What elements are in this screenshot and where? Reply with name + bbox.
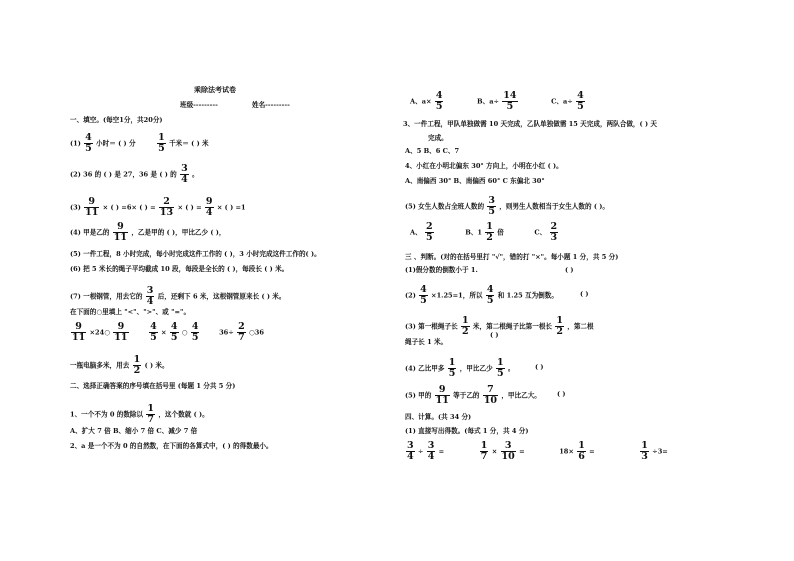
q2-text-1: (2) 36 的 ( ) 是 27，36 是 ( ) 的 — [70, 170, 177, 179]
q8-pre-3: 36÷ — [219, 328, 234, 337]
choice-2: 2、a 是一个不为 0 的自然数，在下面的各算式中，( ) 的得数最小。 — [70, 442, 273, 450]
fraction: $\frac{3}{4}$ — [407, 440, 414, 462]
q3-label: (3) — [70, 203, 81, 212]
section-3-heading: 三 、判断。(对的在括号里打 "√"，错的打 "×"。每小题 1 分，共 5 分) — [405, 253, 619, 261]
opt-c-pre: C、a÷ — [551, 97, 573, 106]
q9-text-1: 一瓶电脑多米，用去 — [70, 361, 130, 370]
fraction: $\frac{9}{11}$ — [72, 321, 86, 343]
fraction: $\frac{3}{10}$ — [501, 440, 515, 462]
c5-text-1: (5) 女生人数占全班人数的 — [405, 202, 485, 211]
q3-text-2: × ( ) = — [177, 203, 202, 212]
opt-b-pre: B、a÷ — [477, 97, 499, 106]
q1-label: (1) — [70, 139, 81, 148]
fraction: $\frac{3}{4}$ — [427, 440, 435, 462]
fraction: $\frac{9}{11}$ — [435, 384, 449, 406]
j3-answer-box[interactable]: ( ) — [490, 331, 499, 339]
fraction: $\frac{1}{5}$ — [448, 357, 456, 379]
j2-text-1: ×1.25=1，所以 — [431, 291, 483, 300]
c5-opt-a: A、 — [410, 228, 422, 237]
question-4 — [70, 222, 226, 243]
j4-text-3: 。 — [507, 364, 515, 373]
j3-text-2: 米，第二根绳子比第一根长 — [472, 322, 553, 331]
fraction: $\frac{4}{5}$ — [420, 284, 427, 306]
question-9 — [70, 355, 169, 376]
choice-4-options: A、南偏西 30° B、南偏西 60° C 东偏北 30° — [405, 177, 545, 185]
fraction: $\frac{1}{2}$ — [461, 315, 469, 337]
calc-c-eq: = — [589, 447, 595, 456]
fraction: $\frac{7}{10}$ — [483, 384, 498, 406]
q3-text-3: × ( ) =1 — [216, 203, 246, 212]
q8-compare-3: ○36 — [249, 328, 264, 337]
fraction: $\frac{1}{2}$ — [133, 354, 141, 376]
c1-text-2: ，这个数就 ( )。 — [158, 410, 209, 419]
q2-text-2: 。 — [191, 170, 199, 179]
calc-items — [405, 441, 668, 462]
fraction: $\frac{9}{11}$ — [114, 321, 128, 343]
choice-3-line2: 完成。 — [428, 134, 448, 142]
fraction: $\frac{2}{3}$ — [550, 221, 558, 243]
fraction: $\frac{1}{2}$ — [556, 315, 563, 337]
choice-4: 4、小红在小明北偏东 30° 方向上，小明在小红 ( )。 — [405, 162, 563, 170]
choice-1-options: A、扩大 7 倍 B、缩小 7 倍 C、减少 7 倍 — [70, 427, 198, 435]
c5-opt-b-post: 倍 — [497, 228, 504, 237]
question-1 — [70, 133, 209, 154]
q9-text-2: ( ) 米。 — [144, 361, 169, 370]
question-3 — [70, 197, 246, 218]
fraction: $\frac{4}{5}$ — [435, 90, 443, 112]
calc-a-eq: = — [438, 447, 445, 456]
fraction: $\frac{3}{4}$ — [181, 163, 188, 185]
q7-text-2: 后，还剩下 6 米，这根钢管原来长 ( ) 米。 — [157, 292, 286, 301]
fraction: $\frac{3}{4}$ — [146, 285, 154, 307]
fraction: $\frac{14}{5}$ — [503, 90, 517, 112]
fraction: $\frac{1}{3}$ — [641, 440, 648, 462]
choice-3-options: A、5 B、6 C、7 — [405, 147, 460, 155]
q8-compare-2: ○ — [181, 328, 188, 337]
fraction: $\frac{4}{5}$ — [486, 284, 494, 306]
q8-op: × — [161, 328, 167, 337]
choice-5-options — [410, 222, 559, 243]
fraction: $\frac{1}{2}$ — [486, 221, 493, 243]
section-1-heading: 一、填空。(每空1分，共20分) — [70, 116, 163, 124]
choice-3-line1: 3、一件工程，甲队单独做需 10 天完成，乙队单独做需 15 天完成，两队合做，( ) 天 — [403, 120, 657, 128]
fraction: $\frac{4}{5}$ — [150, 321, 157, 343]
fraction: $\frac{9}{11}$ — [113, 221, 128, 243]
j3-text-3: ，第二根 — [567, 322, 594, 331]
c5-opt-b: B、1 — [465, 228, 482, 237]
fraction: $\frac{1}{7}$ — [147, 403, 155, 425]
calc-intro: (1) 直接写出得数。(每式 1 分，共 4 分) — [405, 427, 529, 435]
fraction: $\frac{2}{7}$ — [238, 321, 245, 343]
judge-5 — [405, 384, 566, 406]
question-6: (6) 把 5 米长的绳子平均截成 10 段，每段是全长的 ( )，每段长 ( ) 米。 — [70, 265, 289, 273]
calc-c-pre: 18× — [559, 447, 574, 456]
question-7 — [70, 286, 286, 307]
j4-text-1: (4) 乙比甲多 — [405, 364, 445, 373]
q3-text-1: × ( ) =6× ( ) = — [102, 203, 156, 212]
judge-4 — [405, 357, 544, 379]
j3-text-1: (3) 第一根绳子长 — [405, 322, 458, 331]
fraction: $\frac{1}{5}$ — [158, 132, 165, 154]
name-label: 姓名--------- — [252, 101, 290, 109]
j5-answer-box[interactable]: ( ) — [557, 390, 566, 398]
class-label: 班级--------- — [180, 101, 218, 109]
section-4-heading: 四、计算。(共 34 分) — [405, 413, 472, 421]
judge-1 — [405, 266, 574, 274]
judge-3 — [405, 316, 594, 337]
fraction: $\frac{4}{5}$ — [191, 321, 199, 343]
fraction: $\frac{2}{5}$ — [426, 221, 433, 243]
q1-text-2: 千米＝ ( ) 米 — [169, 139, 209, 148]
j2-answer-box[interactable]: ( ) — [580, 290, 589, 298]
fraction: $\frac{4}{5}$ — [577, 90, 584, 112]
q4-text-2: ，乙是甲的 ( )，甲比乙少 ( )， — [131, 228, 226, 237]
opt-a-pre: A、a× — [410, 97, 432, 106]
j5-text-2: 等于乙的 — [453, 391, 480, 400]
calc-b-op: × — [491, 447, 498, 456]
judge-2 — [405, 284, 589, 306]
fraction: $\frac{4}{5}$ — [85, 132, 92, 154]
j5-text-3: ，甲比乙大。 — [501, 391, 541, 400]
q1-text-1: 小时＝ ( ) 分 — [96, 139, 136, 148]
calc-d-post: ÷3= — [652, 447, 668, 456]
fraction: $\frac{9}{4}$ — [205, 196, 213, 218]
q7-text-1: (7) 一根钢管，用去它的 — [70, 292, 143, 301]
judge-3-line2: 绳子长 1 米。 — [405, 338, 448, 346]
j1-text: (1)假分数的倒数小于 1. — [405, 266, 478, 274]
c1-text-1: 1、一个不为 0 的数除以 — [70, 410, 144, 419]
fraction: $\frac{1}{7}$ — [480, 440, 488, 462]
j1-answer-box[interactable]: ( ) — [565, 266, 574, 274]
j5-text-1: (5) 甲的 — [405, 391, 432, 400]
exam-title: 乘除法考试卷 — [194, 85, 236, 94]
c5-text-2: ，则男生人数相当于女生人数的 ( )。 — [499, 202, 610, 211]
j2-text-2: 和 1.25 互为倒数。 — [497, 291, 558, 300]
choice-1 — [70, 404, 209, 425]
fraction: $\frac{3}{5}$ — [488, 195, 495, 217]
fraction: $\frac{1}{5}$ — [496, 357, 504, 379]
q4-text-1: (4) 甲是乙的 — [70, 228, 110, 237]
fraction: $\frac{4}{5}$ — [170, 321, 178, 343]
fraction: $\frac{2}{13}$ — [159, 196, 174, 218]
calc-b-eq: = — [519, 447, 525, 456]
question-5: (5) 一件工程，8 小时完成，每小时完成这件工作的 ( )，3 小时完成这件工作的( )。 — [70, 250, 321, 258]
choice-2-options — [410, 91, 586, 112]
j4-answer-box[interactable]: ( ) — [535, 363, 544, 371]
j2-label: (2) — [405, 291, 416, 300]
j4-text-2: ，甲比乙少 — [459, 364, 493, 373]
q8-compare-1: ×24○ — [89, 328, 110, 337]
choice-5 — [405, 196, 609, 217]
fraction: $\frac{1}{6}$ — [578, 440, 585, 462]
section-2-heading: 二、选择正确答案的序号填在括号里 (每题 1 分共 5 分) — [70, 382, 236, 390]
question-8-comparisons — [70, 322, 264, 343]
question-8-intro: 在下面的○里填上 "<"、">"、或 "="。 — [70, 308, 191, 316]
question-2 — [70, 164, 199, 185]
c5-opt-c: C、 — [534, 228, 547, 237]
calc-a-op: ÷ — [417, 447, 424, 456]
fraction: $\frac{9}{11}$ — [85, 196, 99, 218]
